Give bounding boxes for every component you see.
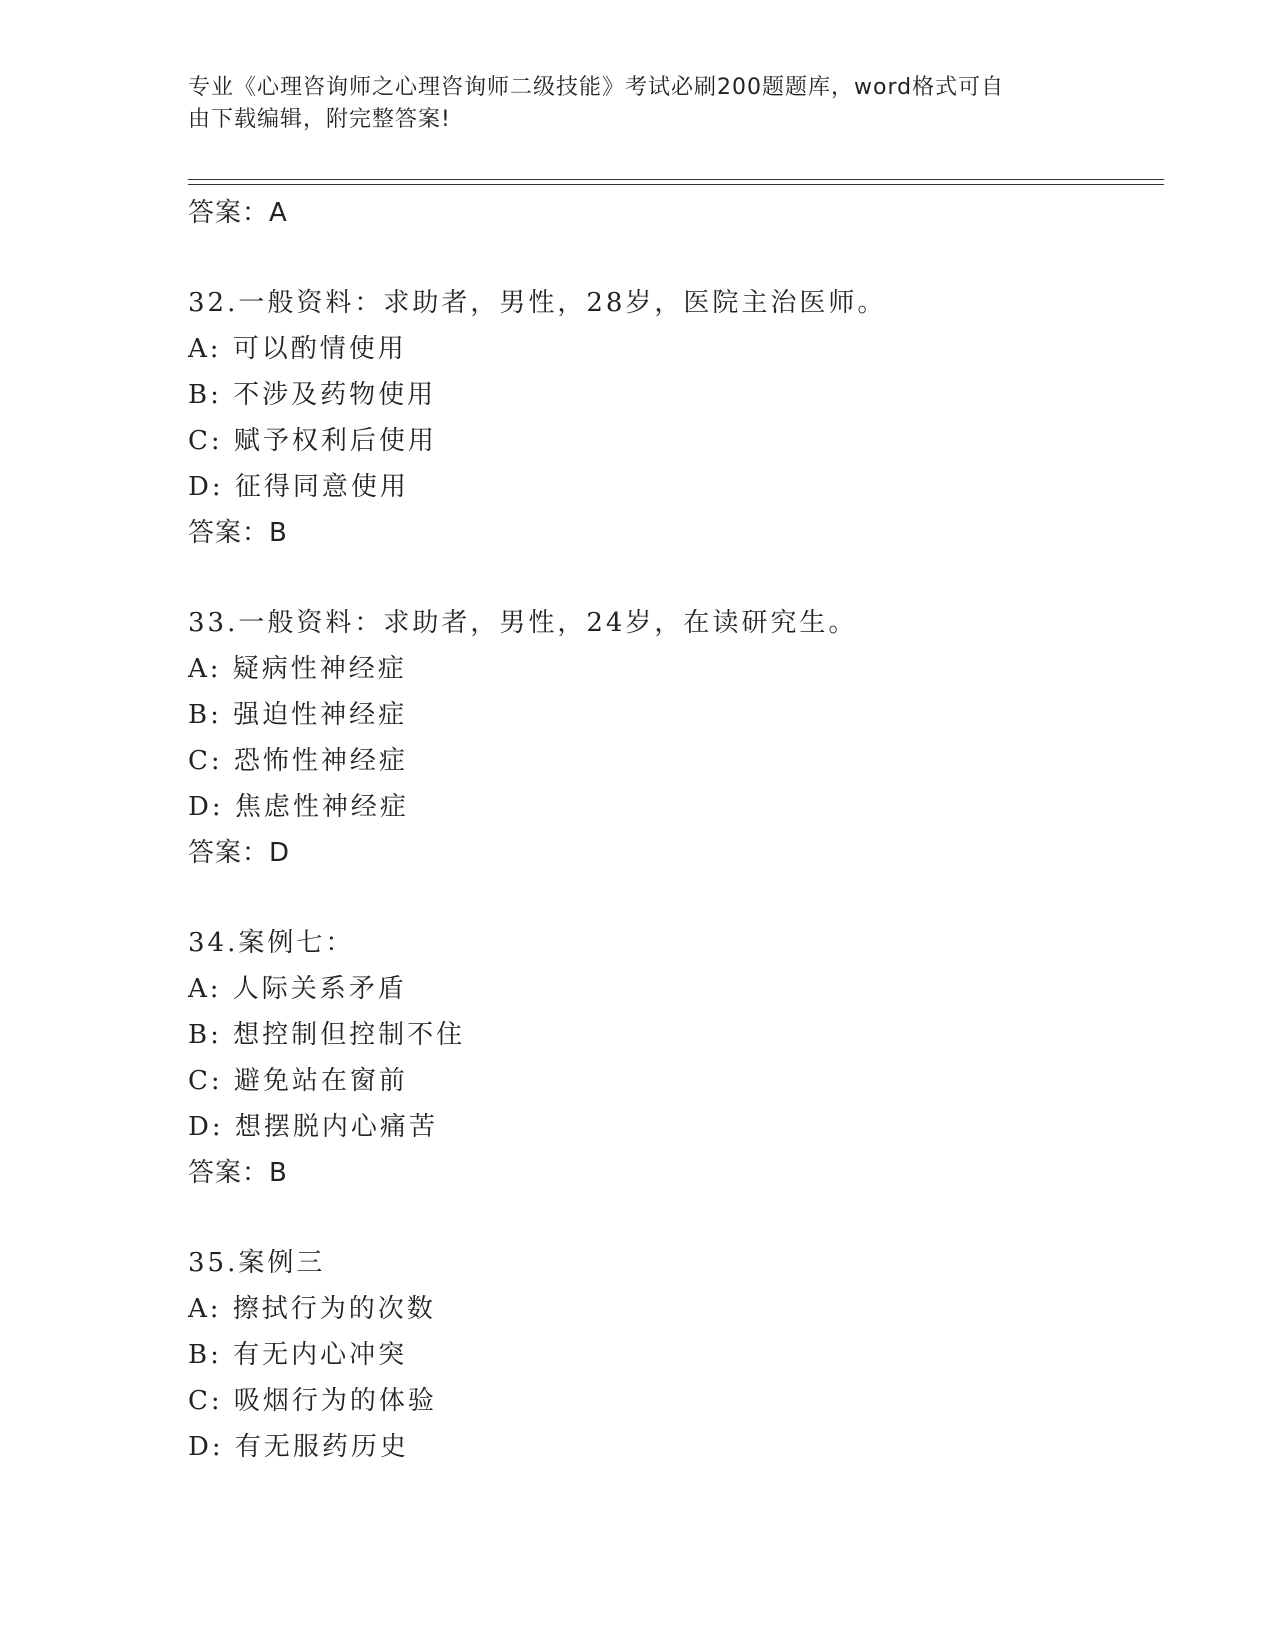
header-rule-top: [188, 179, 1164, 180]
header-line-1: 专业《心理咨询师之心理咨询师二级技能》考试必刷200题题库，word格式可自: [188, 75, 1005, 100]
header-rule-bottom: [188, 184, 1164, 185]
answer-line: 答案：B: [188, 1158, 288, 1188]
option-b: B: 想控制但控制不住: [188, 1020, 466, 1050]
question-title: 33.一般资料：求助者，男性，24岁，在读研究生。: [188, 608, 858, 638]
option-c: C: 吸烟行为的体验: [188, 1386, 437, 1416]
option-a: A: 可以酌情使用: [188, 334, 407, 364]
question-title: 32.一般资料：求助者，男性，28岁，医院主治医师。: [188, 288, 887, 318]
option-c: C: 恐怖性神经症: [188, 746, 408, 776]
option-b: B: 不涉及药物使用: [188, 380, 437, 410]
document-body: [188, 190, 1148, 1470]
question-block: [188, 600, 1148, 876]
option-a: A: 擦拭行为的次数: [188, 1294, 436, 1324]
option-c: C: 避免站在窗前: [188, 1066, 408, 1096]
question-block: [188, 280, 1148, 556]
option-d: D: 征得同意使用: [188, 472, 409, 502]
option-b: B: 强迫性神经症: [188, 700, 408, 730]
option-a: A: 人际关系矛盾: [188, 974, 407, 1004]
header-line-2: 由下载编辑，附完整答案!: [188, 107, 451, 132]
question-title: 35.案例三: [188, 1248, 326, 1278]
answer-line: 答案：B: [188, 518, 288, 548]
option-d: D: 焦虑性神经症: [188, 792, 409, 822]
document-header: [188, 72, 1068, 136]
option-a: A: 疑病性神经症: [188, 654, 407, 684]
answer-line: 答案：A: [188, 198, 288, 228]
option-d: D: 想摆脱内心痛苦: [188, 1112, 438, 1142]
option-b: B: 有无内心冲突: [188, 1340, 408, 1370]
option-c: C: 赋予权利后使用: [188, 426, 437, 456]
question-block: [188, 920, 1148, 1196]
answer-line: 答案：D: [188, 838, 291, 868]
question-title: 34.案例七：: [188, 928, 355, 958]
option-d: D: 有无服药历史: [188, 1432, 409, 1462]
question-block: [188, 1240, 1148, 1470]
